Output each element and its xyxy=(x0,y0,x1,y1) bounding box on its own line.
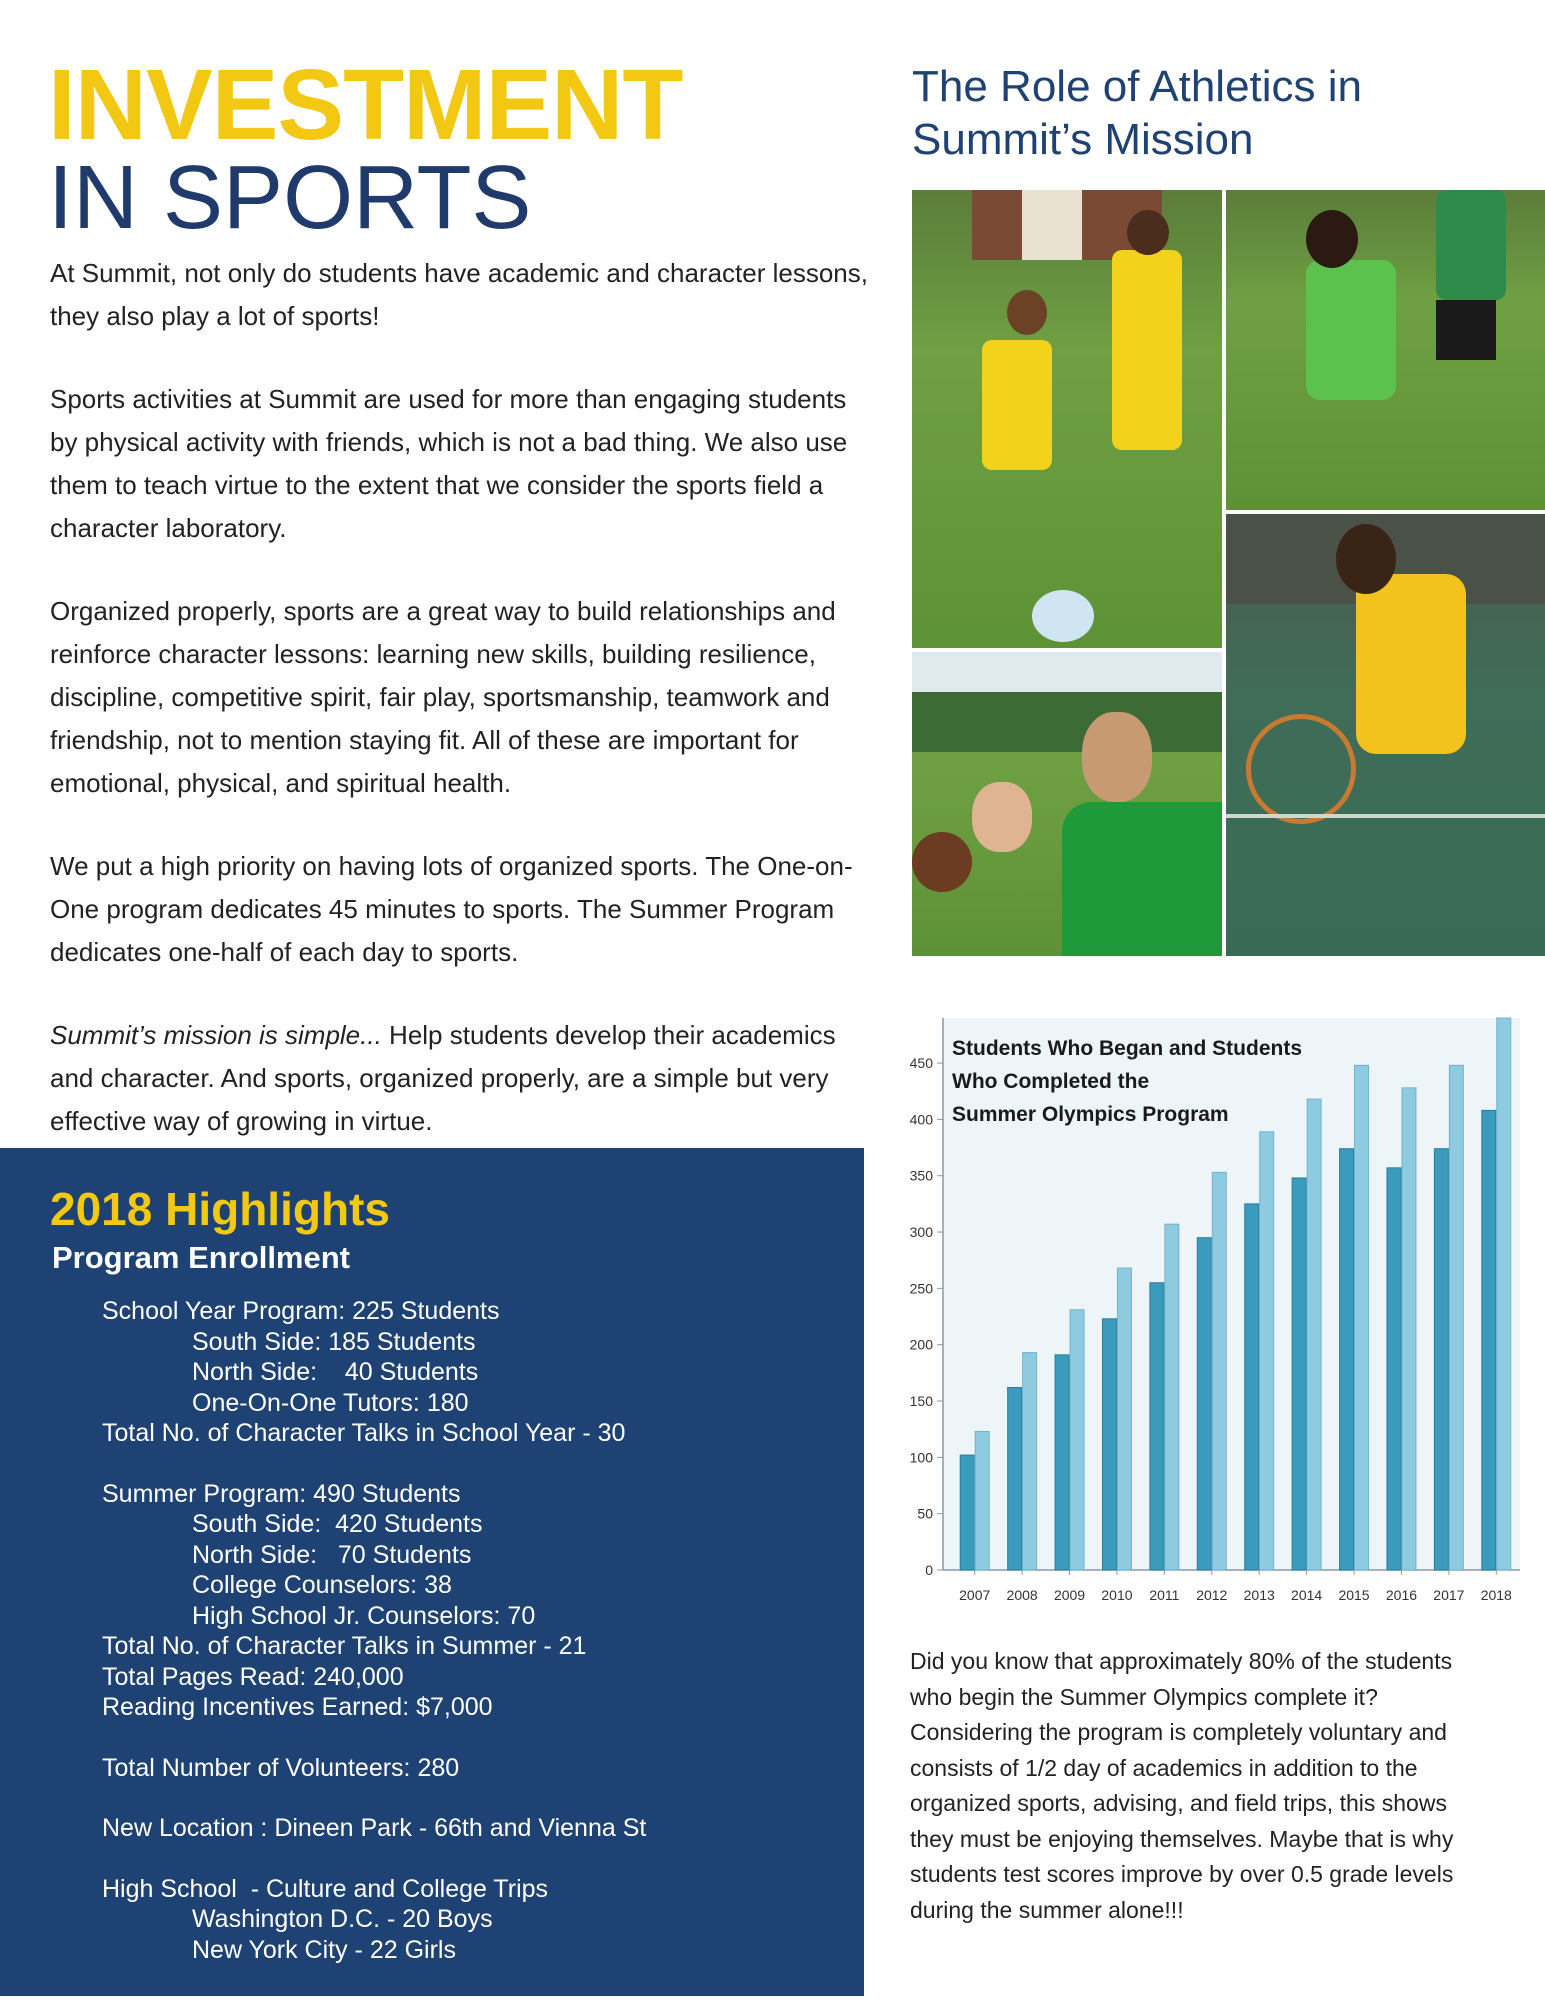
girls-soccer-photo xyxy=(912,190,1222,648)
highlights-spacer xyxy=(102,1783,842,1813)
chart-bar-began xyxy=(1245,1204,1259,1570)
highlights-line: North Side: 40 Students xyxy=(192,1358,479,1386)
chart-x-tick-label: 2012 xyxy=(1196,1587,1228,1603)
chart-x-tick-label: 2017 xyxy=(1433,1587,1465,1603)
chart-bar-began xyxy=(960,1455,974,1570)
coach-football-photo xyxy=(912,652,1222,956)
title-investment: INVESTMENT xyxy=(48,49,683,161)
title-in-sports: IN SPORTS xyxy=(48,148,532,248)
intro-paragraph-1: At Summit, not only do students have academic and character lessons, they also play a lot of sports! xyxy=(50,258,868,331)
chart-x-tick-label: 2008 xyxy=(1006,1587,1038,1603)
highlights-line: South Side: 185 Students xyxy=(192,1327,476,1356)
intro-paragraph-4: We put a high priority on having lots of organized sports. The One-on-One program dedicates 45 minutes to sports. The Summer Program dedicates one-half of each day to sports. xyxy=(50,851,853,967)
summer-olympics-chart xyxy=(909,1010,1532,1620)
chart-y-tick-label: 400 xyxy=(909,1111,933,1128)
intro-paragraph-5 xyxy=(50,1014,880,1143)
chart-y-tick-label: 450 xyxy=(909,1055,933,1072)
highlights-line: Summer Program: 490 Students xyxy=(102,1479,461,1508)
highlights-subtitle: Program Enrollment xyxy=(52,1240,350,1275)
chart-bar-completed xyxy=(975,1431,989,1570)
chart-bar-began xyxy=(1008,1388,1022,1570)
girl-tennis-photo xyxy=(1226,514,1545,956)
chart-title-line-3: Summer Olympics Program xyxy=(952,1103,1229,1126)
highlights-line: South Side: 420 Students xyxy=(192,1510,483,1538)
highlights-line: Total Pages Read: 240,000 xyxy=(102,1662,404,1691)
athletics-title: The Role of Athletics in Summit’s Mission xyxy=(912,62,1363,164)
chart-y-tick-label: 50 xyxy=(917,1505,933,1522)
chart-y-tick-label: 0 xyxy=(925,1562,933,1578)
chart-bar-began xyxy=(1434,1149,1448,1570)
highlights-line: School Year Program: 225 Students xyxy=(102,1297,500,1325)
chart-bar-began xyxy=(1197,1238,1211,1570)
chart-x-tick-label: 2013 xyxy=(1243,1587,1275,1603)
chart-bar-completed xyxy=(1165,1224,1179,1570)
highlights-box xyxy=(0,1148,864,1996)
chart-bar-began xyxy=(1292,1178,1306,1570)
highlights-line: College Counselors: 38 xyxy=(192,1571,452,1599)
chart-x-tick-label: 2018 xyxy=(1480,1587,1512,1603)
chart-x-tick-label: 2016 xyxy=(1385,1587,1418,1603)
highlights-line: Washington D.C. - 20 Boys xyxy=(192,1905,493,1933)
highlights-line: North Side: 70 Students xyxy=(192,1540,472,1569)
chart-x-tick-label: 2015 xyxy=(1338,1587,1370,1603)
chart-y-tick-label: 200 xyxy=(909,1336,933,1353)
chart-y-tick-label: 300 xyxy=(909,1224,933,1241)
chart-bar-completed xyxy=(1402,1088,1416,1570)
chart-y-tick-label: 150 xyxy=(909,1393,933,1410)
highlights-list xyxy=(102,1296,842,1965)
highlights-line: New Location : Dineen Park - 66th and Vienna St xyxy=(102,1814,647,1842)
highlights-line: One-On-One Tutors: 180 xyxy=(192,1388,469,1417)
mission-rest: Help students develop their academics and character. And sports, organized properly, are a simple but very effective way of growing in virtue. xyxy=(50,1020,836,1136)
chart-bar-completed xyxy=(1497,1018,1511,1570)
highlights-line: High School Jr. Counselors: 70 xyxy=(192,1601,536,1630)
chart-y-tick-label: 250 xyxy=(909,1280,933,1297)
chart-x-tick-label: 2010 xyxy=(1101,1587,1133,1603)
chart-y-tick-label: 350 xyxy=(909,1167,933,1184)
chart-x-tick-label: 2014 xyxy=(1291,1587,1323,1603)
highlights-line: High School - Culture and College Trips xyxy=(102,1874,549,1903)
chart-bar-completed xyxy=(1449,1065,1463,1570)
highlights-spacer xyxy=(102,1844,842,1874)
chart-y-tick-label: 100 xyxy=(909,1449,933,1466)
chart-x-tick-label: 2009 xyxy=(1053,1587,1086,1603)
intro-paragraph-3: Organized properly, sports are a great way to build relationships and reinforce character lessons: learning new skills, building resilience, discipline, competitive spirit, fair play, sportsmanship, teamwork and friendship, not to mention staying fit. All of these are important for emotional, physical, and spiritual health. xyxy=(50,596,836,798)
chart-bar-began xyxy=(1340,1149,1354,1570)
highlights-line: Total No. of Character Talks in Summer - 21 xyxy=(102,1632,587,1660)
chart-bar-began xyxy=(1102,1319,1116,1570)
chart-bar-completed xyxy=(1117,1268,1131,1570)
chart-title-line-1: Students Who Began and Students xyxy=(952,1037,1302,1060)
intro-text xyxy=(50,252,880,1183)
highlights-line: New York City - 22 Girls xyxy=(192,1935,456,1964)
chart-svg xyxy=(909,1010,1532,1620)
highlights-title: 2018 Highlights xyxy=(50,1183,390,1235)
highlights-spacer xyxy=(102,1723,842,1753)
chart-bar-completed xyxy=(1023,1353,1037,1570)
chart-bar-completed xyxy=(1307,1099,1321,1570)
chart-bar-began xyxy=(1150,1283,1164,1570)
chart-bar-began xyxy=(1482,1110,1496,1570)
chart-bar-began xyxy=(1055,1355,1069,1570)
chart-bar-completed xyxy=(1212,1172,1226,1570)
highlights-line: Total No. of Character Talks in School Year - 30 xyxy=(102,1419,626,1447)
chart-bar-completed xyxy=(1070,1310,1084,1570)
highlights-spacer xyxy=(102,1449,842,1479)
chart-bar-began xyxy=(1387,1168,1401,1570)
boys-running-photo xyxy=(1226,190,1545,510)
chart-bar-completed xyxy=(1260,1132,1274,1570)
chart-x-tick-label: 2011 xyxy=(1149,1587,1180,1603)
chart-x-tick-label: 2007 xyxy=(959,1587,991,1603)
highlights-line: Reading Incentives Earned: $7,000 xyxy=(102,1693,493,1721)
intro-paragraph-2: Sports activities at Summit are used for more than engaging students by physical activity with friends, which is not a bad thing. We also use them to teach virtue to the extent that we consider the sports field a character laboratory. xyxy=(50,384,848,543)
chart-title-line-2: Who Completed the xyxy=(952,1070,1150,1093)
completion-text: Did you know that approximately 80% of the students who begin the Summer Olympics complete it? Considering the program is completely voluntary and consists of 1/2 day of academics in addition to the organized sports, advising, and field trips, this shows they must be enjoying themselves. Maybe that is why students test scores improve by over 0.5 grade levels during the summer alone!!! xyxy=(910,1648,1454,1923)
chart-bar-completed xyxy=(1355,1065,1369,1570)
highlights-line: Total Number of Volunteers: 280 xyxy=(102,1753,460,1782)
mission-lead: Summit’s mission is simple... xyxy=(50,1020,382,1050)
